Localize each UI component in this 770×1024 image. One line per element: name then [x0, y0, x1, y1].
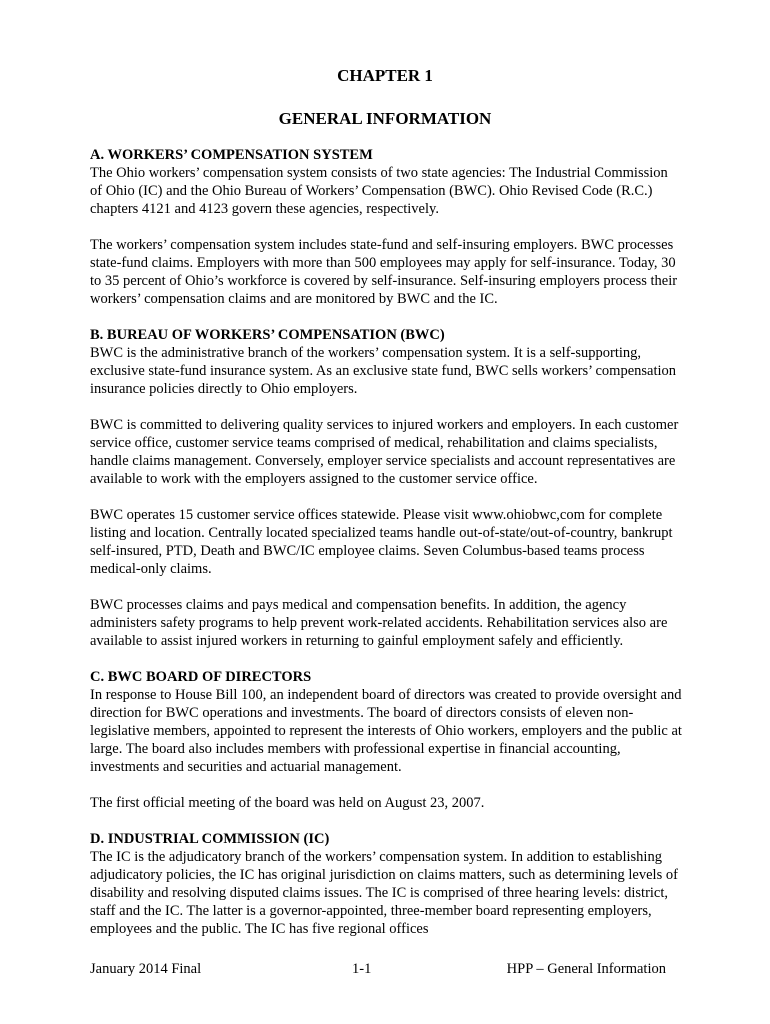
- page-footer: [90, 960, 666, 978]
- paragraph: The IC is the adjudicatory branch of the workers’ compensation system. In addition to establishing adjudicatory policies, the IC has original jurisdiction on claims matters, such as determining levels of disability and resolving disputed claims issues. The IC is comprised of three hearing levels: district, staff and the IC. The latter is a governor-appointed, three-member board representing employers, employees and the public. The IC has five regional offices: [90, 849, 678, 937]
- paragraph: BWC is the administrative branch of the workers’ compensation system. It is a self-supporting, exclusive state-fund insurance system. As an exclusive state fund, BWC sells workers’ compensation insurance policies directly to Ohio employers.: [90, 345, 677, 397]
- section-heading: B. BUREAU OF WORKERS’ COMPENSATION (BWC): [90, 327, 445, 343]
- footer-document-title: HPP – General Information: [506, 961, 666, 977]
- chapter-heading: CHAPTER 1: [337, 66, 433, 85]
- paragraph: BWC is committed to delivering quality services to injured workers and employers. In each customer service office, customer service teams comprised of medical, rehabilitation and claims specialists, handle claims management. Conversely, employer service specialists and account representatives are available to work with the employers assigned to the customer service office.: [90, 417, 679, 487]
- section-heading: D. INDUSTRIAL COMMISSION (IC): [90, 831, 330, 847]
- paragraph: The workers’ compensation system includes state-fund and self-insuring employers. BWC processes state-fund claims. Employers with more than 500 employees may apply for self-insurance. Today, 30 to 35 percent of Ohio’s workforce is covered by self-insurance. Self-insuring employers process their workers’ compensation claims and are monitored by BWC and the IC.: [90, 237, 678, 307]
- section-heading: C. BWC BOARD OF DIRECTORS: [90, 669, 312, 685]
- paragraph: The first official meeting of the board was held on August 23, 2007.: [90, 795, 485, 811]
- paragraph: BWC operates 15 customer service offices statewide. Please visit www.ohiobwc,com for complete listing and location. Centrally located specialized teams handle out-of-state/out-of-country, bankrupt self-insured, PTD, Death and BWC/IC employee claims. Seven Columbus-based teams process medical-only claims.: [90, 507, 673, 577]
- paragraph: The Ohio workers’ compensation system consists of two state agencies: The Industrial Commission of Ohio (IC) and the Ohio Bureau of Workers’ Compensation (BWC). Ohio Revised Code (R.C.) chapters 4121 and 4123 govern these agencies, respectively.: [90, 165, 668, 217]
- page-title: GENERAL INFORMATION: [278, 109, 492, 128]
- document-body: [90, 146, 682, 956]
- section-workers-compensation-system: [90, 146, 682, 308]
- paragraph: In response to House Bill 100, an independent board of directors was created to provide oversight and direction for BWC operations and investments. The board of directors consists of eleven non-legislative members, appointed to represent the interests of Ohio workers, employers and the public at large. The board also includes members with professional expertise in financial accounting, investments and securities and actuarial management.: [90, 687, 682, 775]
- page-number: 1-1: [352, 961, 372, 977]
- section-heading: A. WORKERS’ COMPENSATION SYSTEM: [90, 147, 373, 163]
- footer-date: January 2014 Final: [90, 961, 202, 977]
- section-industrial-commission: [90, 830, 682, 938]
- section-bureau-of-workers-compensation: [90, 326, 682, 650]
- paragraph: BWC processes claims and pays medical and compensation benefits. In addition, the agency administers safety programs to help prevent work-related accidents. Rehabilitation services also are available to assist injured workers in returning to gainful employment safely and efficiently.: [90, 597, 668, 649]
- section-bwc-board-of-directors: [90, 668, 682, 812]
